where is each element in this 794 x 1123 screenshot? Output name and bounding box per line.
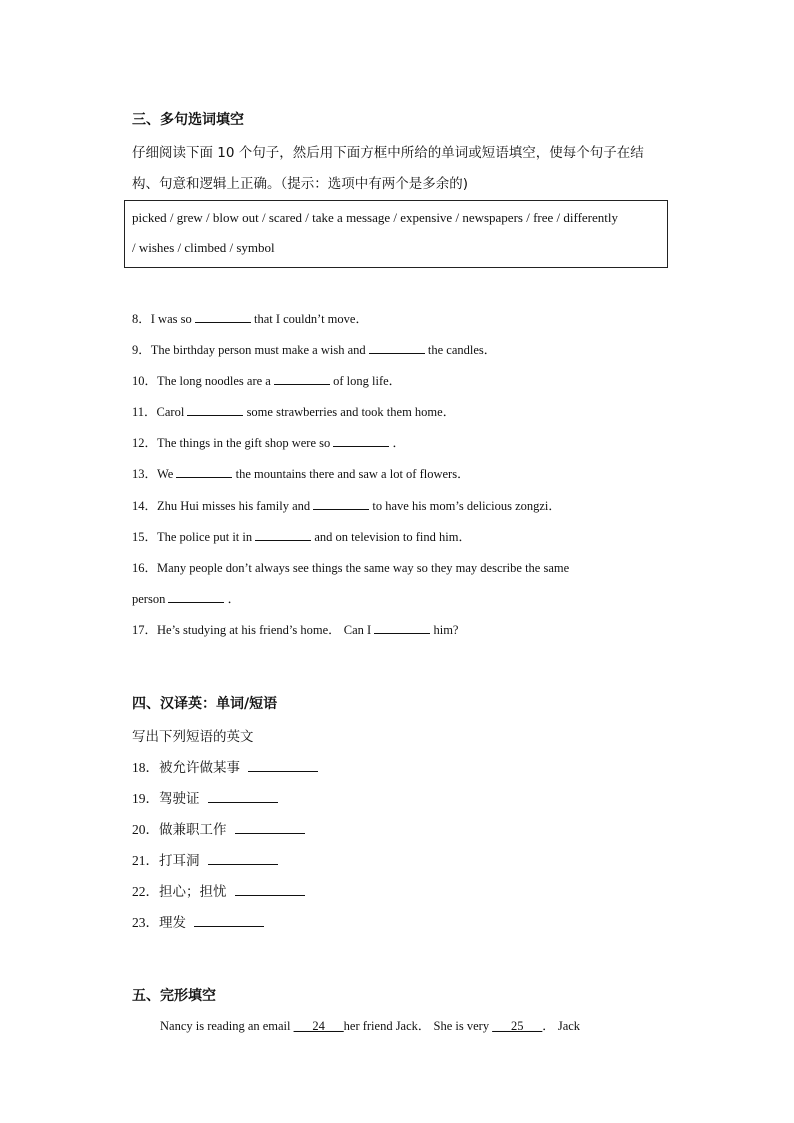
question-text: 9．The birthday person must make a wish and — [132, 343, 366, 357]
answer-blank[interactable] — [369, 342, 425, 354]
word-options-box — [124, 200, 668, 268]
translation-item-18 — [132, 756, 318, 776]
answer-blank[interactable] — [333, 435, 389, 447]
answer-blank[interactable] — [194, 915, 264, 927]
item-number: 19． — [132, 791, 159, 806]
answer-blank[interactable] — [187, 404, 243, 416]
question-text: 15．The police put it in — [132, 530, 253, 544]
answer-blank[interactable] — [168, 591, 224, 603]
question-10 — [132, 371, 401, 389]
question-text: 11．Carol — [132, 405, 185, 419]
options-line-1: picked / grew / blow out / scared / take a message / expensive / newspapers / free / differently — [132, 210, 619, 225]
cloze-passage-line — [160, 1016, 580, 1034]
answer-blank[interactable] — [255, 529, 311, 541]
item-number: 23． — [132, 915, 159, 930]
item-text: 驾驶证 — [159, 791, 200, 807]
question-text: ． — [392, 436, 406, 450]
answer-blank[interactable] — [374, 622, 430, 634]
question-17 — [132, 620, 458, 638]
question-text: him? — [433, 623, 459, 637]
translation-item-19 — [132, 787, 278, 807]
question-16-continued — [132, 589, 240, 607]
translation-item-20 — [132, 818, 305, 838]
answer-blank[interactable] — [313, 498, 369, 510]
question-text: and on television to find him． — [314, 530, 471, 544]
section3-instruction-line1: 仔细阅读下面 10 个句子，然后用下面方框中所给的单词或短语填空，使每个句子在结 — [132, 145, 644, 161]
item-text: 理发 — [159, 915, 186, 931]
question-text: that I couldn’t move． — [253, 312, 368, 326]
question-text: of long life． — [333, 374, 402, 388]
item-text: 担心；担忧 — [159, 884, 227, 900]
question-8 — [132, 309, 368, 327]
item-text: 被允许做某事 — [159, 760, 240, 776]
question-14 — [132, 496, 561, 514]
question-15 — [132, 527, 471, 545]
answer-blank[interactable] — [176, 466, 232, 478]
translation-item-23 — [132, 911, 264, 931]
question-text: to have his mom’s delicious zongzi． — [372, 499, 561, 513]
question-16 — [132, 558, 569, 576]
question-text: 10．The long noodles are a — [132, 374, 271, 388]
item-number: 20． — [132, 822, 159, 837]
answer-blank[interactable] — [208, 853, 278, 865]
question-text: 17．He’s studying at his friend’s home． Can I — [132, 623, 372, 637]
item-number: 22． — [132, 884, 159, 899]
translation-item-22 — [132, 880, 305, 900]
translation-item-21 — [132, 849, 278, 869]
answer-blank[interactable] — [235, 822, 305, 834]
question-text: the mountains there and saw a lot of flowers． — [235, 467, 470, 481]
question-13 — [132, 464, 470, 482]
section3-heading: 三、多句选词填空 — [132, 112, 244, 128]
question-text: the candles． — [427, 343, 497, 357]
question-12 — [132, 433, 405, 451]
answer-blank[interactable] — [274, 373, 330, 385]
answer-blank[interactable] — [208, 791, 278, 803]
question-text: 8．I was so — [132, 312, 192, 326]
options-line-2: / wishes / climbed / symbol — [132, 240, 275, 255]
cloze-blank-25[interactable]: ___25___ — [492, 1019, 543, 1033]
section4-instruction: 写出下列短语的英文 — [132, 729, 254, 745]
answer-blank[interactable] — [195, 311, 251, 323]
passage-text: her friend Jack． She is very — [343, 1019, 493, 1033]
section4-heading: 四、汉译英：单词/短语 — [132, 696, 278, 712]
section3-instruction-line2: 构、句意和逻辑上正确。（提示：选项中有两个是多余的) — [132, 176, 469, 192]
passage-text: Nancy is reading an email — [160, 1019, 294, 1033]
question-text: some strawberries and took them home． — [246, 405, 456, 419]
question-11 — [132, 402, 455, 420]
item-number: 18． — [132, 760, 159, 775]
question-text: 14．Zhu Hui misses his family and — [132, 499, 311, 513]
question-text: person — [132, 592, 166, 606]
cloze-blank-24[interactable]: ___24___ — [293, 1019, 344, 1033]
item-text: 打耳洞 — [159, 853, 200, 869]
answer-blank[interactable] — [248, 760, 318, 772]
question-text: 12．The things in the gift shop were so — [132, 436, 331, 450]
question-text: 16．Many people don’t always see things the same way so they may describe the same — [132, 561, 570, 575]
question-9 — [132, 340, 496, 358]
question-text: ． — [227, 592, 241, 606]
item-number: 21． — [132, 853, 159, 868]
passage-text: ． Jack — [542, 1019, 581, 1033]
item-text: 做兼职工作 — [159, 822, 227, 838]
section5-heading: 五、完形填空 — [132, 988, 216, 1004]
question-text: 13．We — [132, 467, 174, 481]
answer-blank[interactable] — [235, 884, 305, 896]
